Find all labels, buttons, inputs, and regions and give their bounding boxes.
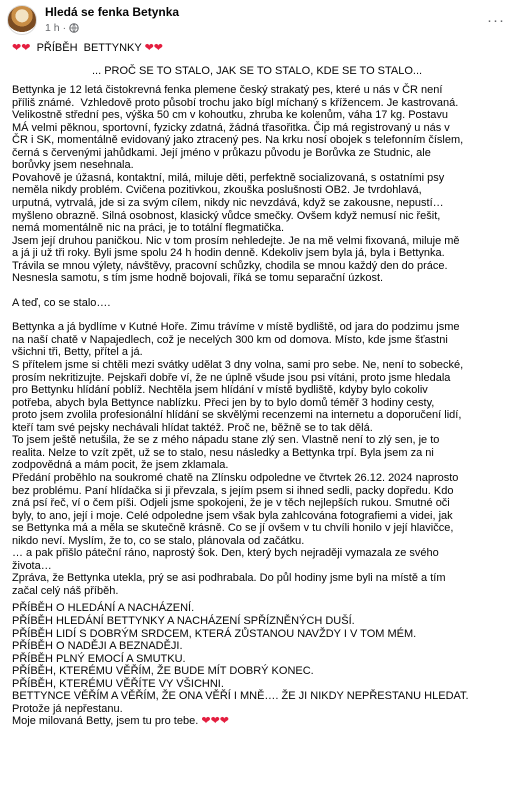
text-line: BETTYNCE VĚŘÍM A VĚŘÍM, ŽE ONA VĚŘÍ I MNĚ…. ŽE JI NIKDY NEPŘESTANU HLEDAT.	[12, 690, 469, 703]
text-line: zná psí řeč, ví o čem píši. Odjeli jsme spokojeni, že je v těch nejlepších rukou. Smutné oči	[12, 497, 450, 510]
dog-avatar[interactable]	[7, 5, 37, 35]
text-line: S přítelem jsme si chtěli mezi svátky udělat 3 dny volna, sami pro sebe. Ne, není to sobecké,	[12, 359, 464, 372]
text-line: realita. Nelze to vzít zpět, už se to stalo, nesu následky a Bettynka trpí. Byla jsem za ni	[12, 446, 434, 459]
text-line: To jsem ještě netušila, že se z mého nápadu stane zlý sen. Vlastně není to zlý sen, je to	[12, 434, 440, 447]
text-line: života…	[12, 559, 52, 572]
text-line: nemá momentálně nic na práci, je to totální flegmatička.	[12, 222, 285, 235]
text-line: Předání proběhlo na soukromé chatě na Zlínsku odpoledne ve čtvrtek 26.12. 2024 naprosto	[12, 471, 459, 484]
closing-line	[12, 715, 504, 728]
text-line: Jsem její druhou paničkou. Nic v tom prosím nehledejte. Je na mě velmi fixovaná, miluje mě	[12, 234, 460, 247]
post-meta	[45, 22, 79, 34]
heart-icon: ❤	[21, 42, 31, 54]
text-line: Trávila se mnou výlety, návštěvy, pracovní schůzky, chodila se mnou každý den do práce.	[12, 259, 448, 272]
post-content	[12, 42, 504, 728]
text-line: PŘÍBĚH, KTERÉMU VĚŘÍTE VY VŠICHNI.	[12, 677, 224, 690]
text-line: nikdo neví. Myslím, že to, co se stalo, plánovala od začátku.	[12, 534, 305, 547]
text-line: všichni tři, Betty, přítel a já.	[12, 346, 143, 359]
text-line: na naší chatě v Napajedlech, což je necelých 300 km od domova. Místo, kde jsme šťastni	[12, 333, 448, 346]
post-header	[0, 0, 515, 42]
heart-icon: ❤	[201, 715, 211, 728]
globe-icon[interactable]	[69, 23, 79, 33]
meta-separator: ·	[62, 22, 67, 34]
story-list	[12, 602, 504, 727]
heart-icon: ❤	[153, 42, 163, 54]
text-line: Povahově je úžasná, kontaktní, milá, miluje děti, perfektně socializovaná, s ostatními psy	[12, 171, 445, 184]
text-line: prosím nekritizujte. Pejskaři dobře ví, že ne úplně všude jsou psi vítáni, proto jsme hledala	[12, 371, 451, 384]
section-heading: A teď, co se stalo….	[12, 296, 111, 309]
text-line: … a pak přišlo páteční ráno, naprostý šok. Den, který bych nejraději vymazala ze svého	[12, 547, 439, 560]
story-intro	[12, 84, 504, 285]
more-options-button[interactable]: ···	[487, 12, 505, 29]
text-line: PŘÍBĚH LIDÍ S DOBRÝM SRDCEM, KTERÁ ZŮSTANOU NAVŽDY I V TOM MÉM.	[12, 627, 417, 640]
heart-icon: ❤	[210, 715, 220, 728]
text-line: příliš známé. Vzhledově proto působí trochu jako bígl míchaný s křížencem. Je kastrovaná.	[12, 96, 459, 109]
text-line: Bettynka a já bydlíme v Kutné Hoře. Zimu trávíme v místě bydliště, od jara do podzimu jsme	[12, 321, 460, 334]
text-line: pro Bettynku hlídání poblíž. Nechtěla jsem hlídání v místě bydliště, kdyby bylo cokoliv	[12, 384, 428, 397]
story-main	[12, 321, 504, 597]
text-line: Velikostně střední pes, výška 50 cm v kohoutku, zhruba ke kolenům, váha 17 kg. Postavu	[12, 109, 448, 122]
text-line: potřeba, abych byla Bettynce nablízku. Přeci jen by to bylo domů téměř 3 hodiny cesty,	[12, 396, 435, 409]
title-text: PŘÍBĚH BETTYNKY	[36, 42, 142, 54]
text-line: PŘÍBĚH PLNÝ EMOCÍ A SMUTKU.	[12, 652, 186, 665]
author-name[interactable]: Hledá se fenka Betynka	[45, 5, 180, 19]
text-line: PŘÍBĚH O NADĚJI A BEZNADĚJI.	[12, 640, 183, 653]
text-line: se Bettynka má a měla se skutečně krásně. Co se jí ovšem v tu chvíli honilo v její hlavičce,	[12, 522, 454, 535]
closing-text: Moje milovaná Betty, jsem tu pro tebe.	[12, 715, 199, 728]
text-line: MÁ velmi pěknou, sportovní, fyzicky zdatná, žádná třasořitka. Čip má registrovaný u nás v	[12, 121, 450, 134]
text-line: a já ji už tři roky. Byli jsme spolu 24 h hodin denně. Kdekoliv jsem byla já, byla i Bettynka.	[12, 247, 445, 260]
heart-icon: ❤	[12, 42, 22, 54]
text-line: ČR i SK, momentálně evidovaný jako ztracený pes. Na krku nosí obojek s telefonním číslem,	[12, 134, 464, 147]
text-line: PŘÍBĚH, KTERÉMU VĚŘÍM, ŽE BUDE MÍT DOBRÝ KONEC.	[12, 665, 314, 678]
heart-icon: ❤	[144, 42, 154, 54]
text-line: Bettynka je 12 letá čistokrevná fenka plemene český strakatý pes, které u nás v ČR není	[12, 84, 443, 97]
text-line: PŘÍBĚH HLEDÁNÍ BETTYNKY A NACHÁZENÍ SPŘÍZNĚNÝCH DUŠÍ.	[12, 614, 355, 627]
text-line: byly, to ano, její i moje. Celé odpoledne jsem však byla zahlcována fotografiemi a videi, jak	[12, 509, 453, 522]
text-line: myšleno obrazně. Silná osobnost, klasický vůdce smečky. Ovšem když nemusí nic řešit,	[12, 209, 441, 222]
text-line: začal celý náš příběh.	[12, 584, 119, 597]
text-line: Nesnesla samotu, s tím jsme hodně bojovali, říká se tomu separační úzkost.	[12, 272, 384, 285]
text-line: zodpovědná a mám pocit, že jsem zklamala.	[12, 459, 229, 472]
text-line: kteří tam své pejsky nechávali hlídat taktéž. Proč ne, běžně se to tak dělá.	[12, 421, 373, 434]
text-line: PŘÍBĚH O HLEDÁNÍ A NACHÁZENÍ.	[12, 602, 195, 615]
text-line: Protože já nepřestanu.	[12, 702, 123, 715]
post-title	[12, 42, 504, 55]
text-line: neměla nikdy problém. Cvičena pozitivkou, zkouška poslušnosti OB2. Je tvrdohlavá,	[12, 184, 422, 197]
text-line: borůvky jsem nesehnala.	[12, 159, 134, 172]
text-line: proto jsem zvolila profesionální hlídání se skvělými recenzemi na internetu a doporučení lidí,	[12, 409, 462, 422]
text-line: urputná, vytrvalá, jde si za svým cílem, nikdy nic nevzdává, když se zakousne, nepustí…	[12, 197, 444, 210]
post-time[interactable]: 1 h	[45, 22, 60, 34]
post-subtitle: ... PROČ SE TO STALO, JAK SE TO STALO, KDE SE TO STALO...	[92, 64, 423, 77]
text-line: bez problému. Paní hlídačka si ji převzala, s jejím psem si ihned sedli, packy dopředu. Kdo	[12, 484, 454, 497]
heart-icon: ❤	[219, 715, 229, 728]
text-line: Zpráva, že Bettynka utekla, prý se asi podhrabala. Do půl hodiny jsme byli na místě a tím	[12, 572, 446, 585]
text-line: černá s červenými jahůdkami. Její jméno v průkazu původu je Borůvka ze Studnic, ale	[12, 146, 431, 159]
